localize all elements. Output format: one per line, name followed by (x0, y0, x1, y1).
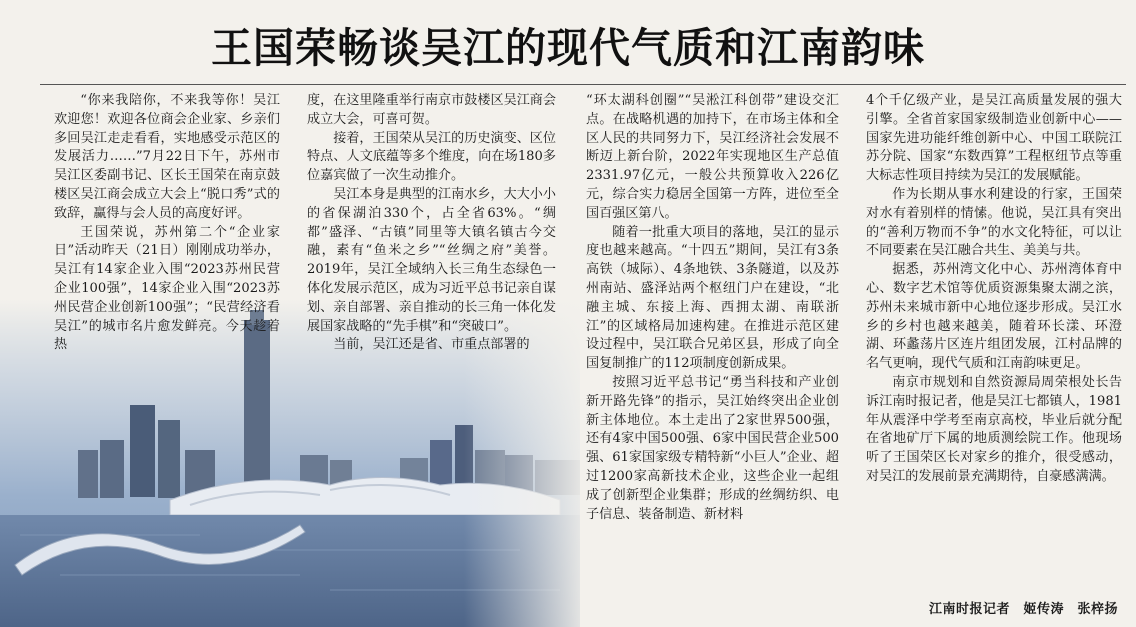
article-column-4 (866, 92, 1122, 617)
article-column-3 (586, 92, 839, 617)
paragraph: 随着一批重大项目的落地，吴江的显示度也越来越高。“十四五”期间，吴江有3条高铁（城际）、4条地铁、3条隧道，以及苏州南站、盛泽站两个枢纽门户在建设，“北融主城、东接上海、西拥太湖、南联浙江”的区域格局加速构建。在推进示范区建设过程中，吴江联合兄弟区县，形成了向全国复制推广的112项制度创新成果。 (586, 224, 839, 372)
paragraph: 度，在这里隆重举行南京市鼓楼区吴江商会成立大会，可喜可贺。 (307, 93, 556, 127)
paragraph: “你来我陪你，不来我等你！吴江欢迎您！欢迎各位商会企业家、乡亲们多回吴江走走看看，实地感受示范区的发展活力……”7月22日下午，苏州市吴江区委副书记、区长王国荣在南京鼓楼区吴江商会成立大会上“脱口秀”式的致辞，赢得与会人员的高度好评。 (54, 93, 280, 221)
headline: 王国荣畅谈吴江的现代气质和江南韵味 (211, 24, 925, 72)
byline: 江南时报记者 姬传涛 张梓扬 (928, 602, 1118, 617)
paragraph: 接着，王国荣从吴江的历史演变、区位特点、人文底蕴等多个维度，向在场180多位嘉宾做了一次生动推介。 (307, 130, 556, 184)
paragraph: 当前，吴江还是省、市重点部署的 (333, 337, 530, 353)
headline-rule (40, 84, 1126, 85)
paragraph: 4个千亿级产业，是吴江高质量发展的强大引擎。全省首家国家级制造业创新中心——国家先进功能纤维创新中心、中国工联院江苏分院、国家“东数西算”工程枢纽节点等重大标志性项目持续为吴江的发展赋能。 (866, 93, 1122, 184)
paragraph: 据悉，苏州湾文化中心、苏州湾体育中心、数字艺术馆等优质资源集聚太湖之滨，苏州未来城市新中心地位逐步形成。吴江水乡的乡村也越来越美，随着环长漾、环澄湖、环蠡荡片区连片组团发展，江村品牌的名气更响，现代气质和江南韵味更足。 (866, 262, 1122, 372)
paragraph: “环太湖科创圈”“吴淞江科创带”建设交汇点。在战略机遇的加持下，在市场主体和全区人民的共同努力下，吴江经济社会发展不断迈上新台阶，2022年实现地区生产总值2331.97亿元，一般公共预算收入226亿元，综合实力稳居全国第一方阵，进位至全国百强区第八。 (586, 93, 839, 221)
paragraph: 南京市规划和自然资源局周荣根处长告诉江南时报记者，他是吴江七都镇人，1981年从震泽中学考至南京高校，毕业后就分配在省地矿厅下属的地质测绘院工作。他现场听了王国荣区长对家乡的推介，很受感动，对吴江的发展前景充满期待，自豪感满满。 (866, 374, 1122, 484)
paragraph: 按照习近平总书记“勇当科技和产业创新开路先锋”的指示，吴江始终突出企业创新主体地位。本土走出了2家世界500强，还有4家中国500强、6家中国民营企业500强、61家国家级专精特新“小巨人”企业、超过1200家高新技术企业，这些企业一起组成了创新型企业集群；形成的丝绸纺织、电子信息、装备制造、新材料 (586, 374, 839, 522)
paragraph: 王国荣说，苏州第二个“企业家日”活动昨天（21日）刚刚成功举办，吴江有14家企业入围“2023苏州民营企业100强”，14家企业入围“2023苏州民营企业创新100强”；“民营经济看吴江”的城市名片愈发鲜亮。今天趁着热 (54, 224, 280, 353)
paragraph: 吴江本身是典型的江南水乡，大大小小的省保湖泊330个，占全省63%。“绸都”盛泽、“古镇”同里等大镇名镇古今交融，素有“鱼米之乡”“丝绸之府”美誉。2019年，吴江全域纳入长三角生态绿色一体化发展示范区，成为习近平总书记亲自谋划、亲自部署、亲自推动的长三角一体化发展国家战略的“先手棋”和“突破口”。 (307, 186, 556, 334)
paragraph: 作为长期从事水利建设的行家，王国荣对水有着别样的情愫。他说，吴江具有突出的“善利万物而不争”的水文化特征，可以让不同要素在吴江融合共生、美美与共。 (866, 186, 1122, 259)
